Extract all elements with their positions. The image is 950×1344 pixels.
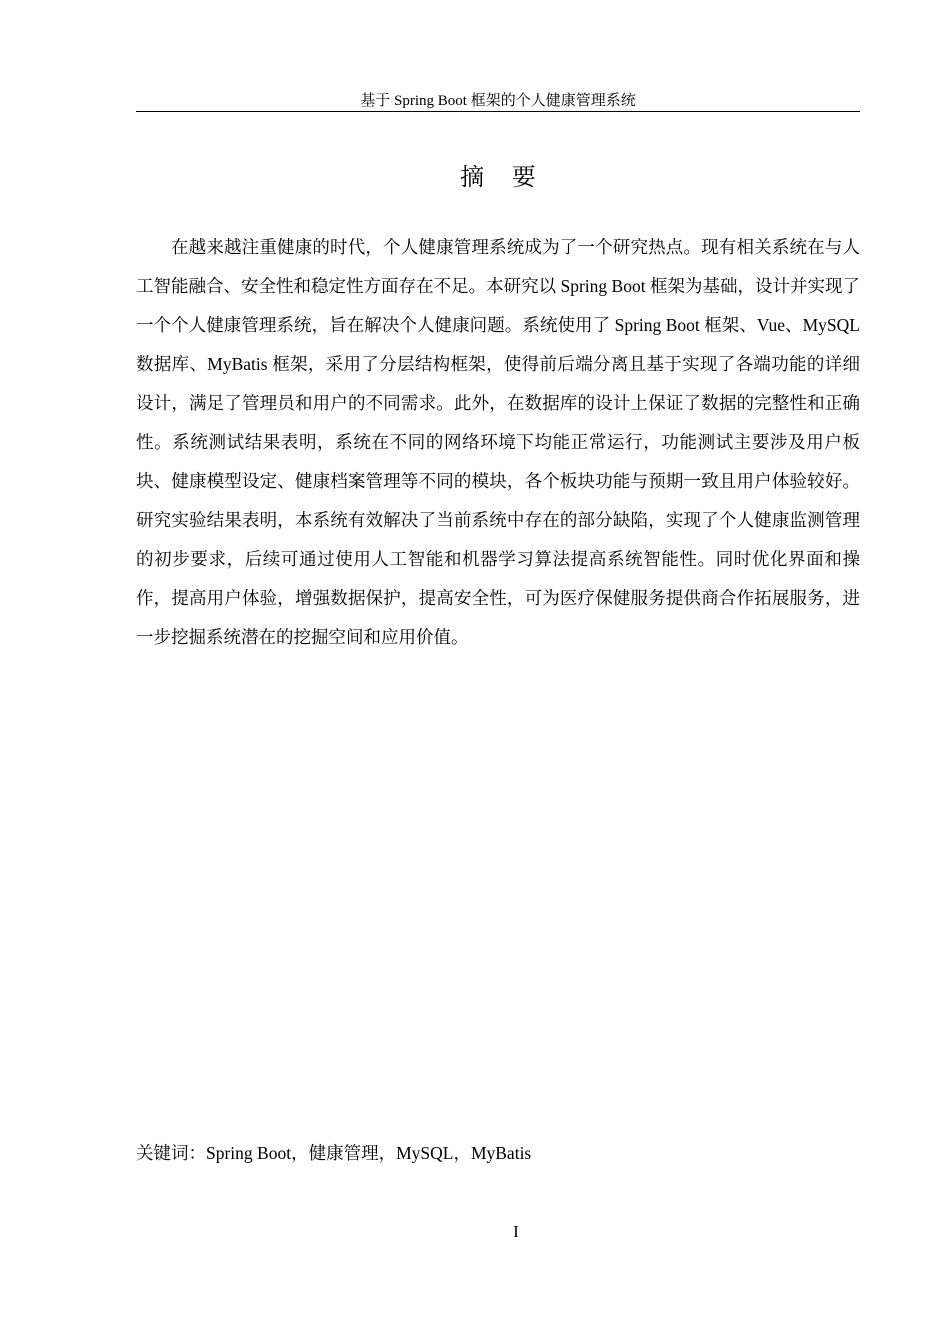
header-rule [136, 111, 860, 112]
page-number: I [513, 1222, 519, 1241]
abstract-title: 摘 要 [460, 163, 546, 191]
running-header: 基于 Spring Boot 框架的个人健康管理系统 [360, 93, 636, 109]
abstract-body: 在越来越注重健康的时代，个人健康管理系统成为了一个研究热点。现有相关系统在与人工智能融合、安全性和稳定性方面存在不足。本研究以 Spring Boot 框架为基础，设计并实现了一个个人健康管理系统，旨在解决个人健康问题。系统使用了 Spring Boot 框架、Vue、MySQL 数据库、MyBatis 框架，采用了分层结构框架，使得前后端分离且基于实现了各端功能的详细设计，满足了管理员和用户的不同需求。此外，在数据库的设计上保证了数据的完整性和正确性。系统测试结果表明，系统在不同的网络环境下均能正常运行，功能测试主要涉及用户板块、健康模型设定、健康档案管理等不同的模块，各个板块功能与预期一致且用户体验较好。研究实验结果表明，本系统有效解决了当前系统中存在的部分缺陷，实现了个人健康监测管理的初步要求，后续可通过使用人工智能和机器学习算法提高系统智能性。同时优化界面和操作，提高用户体验，增强数据保护，提高安全性，可为医疗保健服务提供商合作拓展服务，进一步挖掘系统潜在的挖掘空间和应用价值。 [136, 237, 860, 647]
keywords-line: 关键词：Spring Boot，健康管理，MySQL，MyBatis [136, 1143, 532, 1163]
